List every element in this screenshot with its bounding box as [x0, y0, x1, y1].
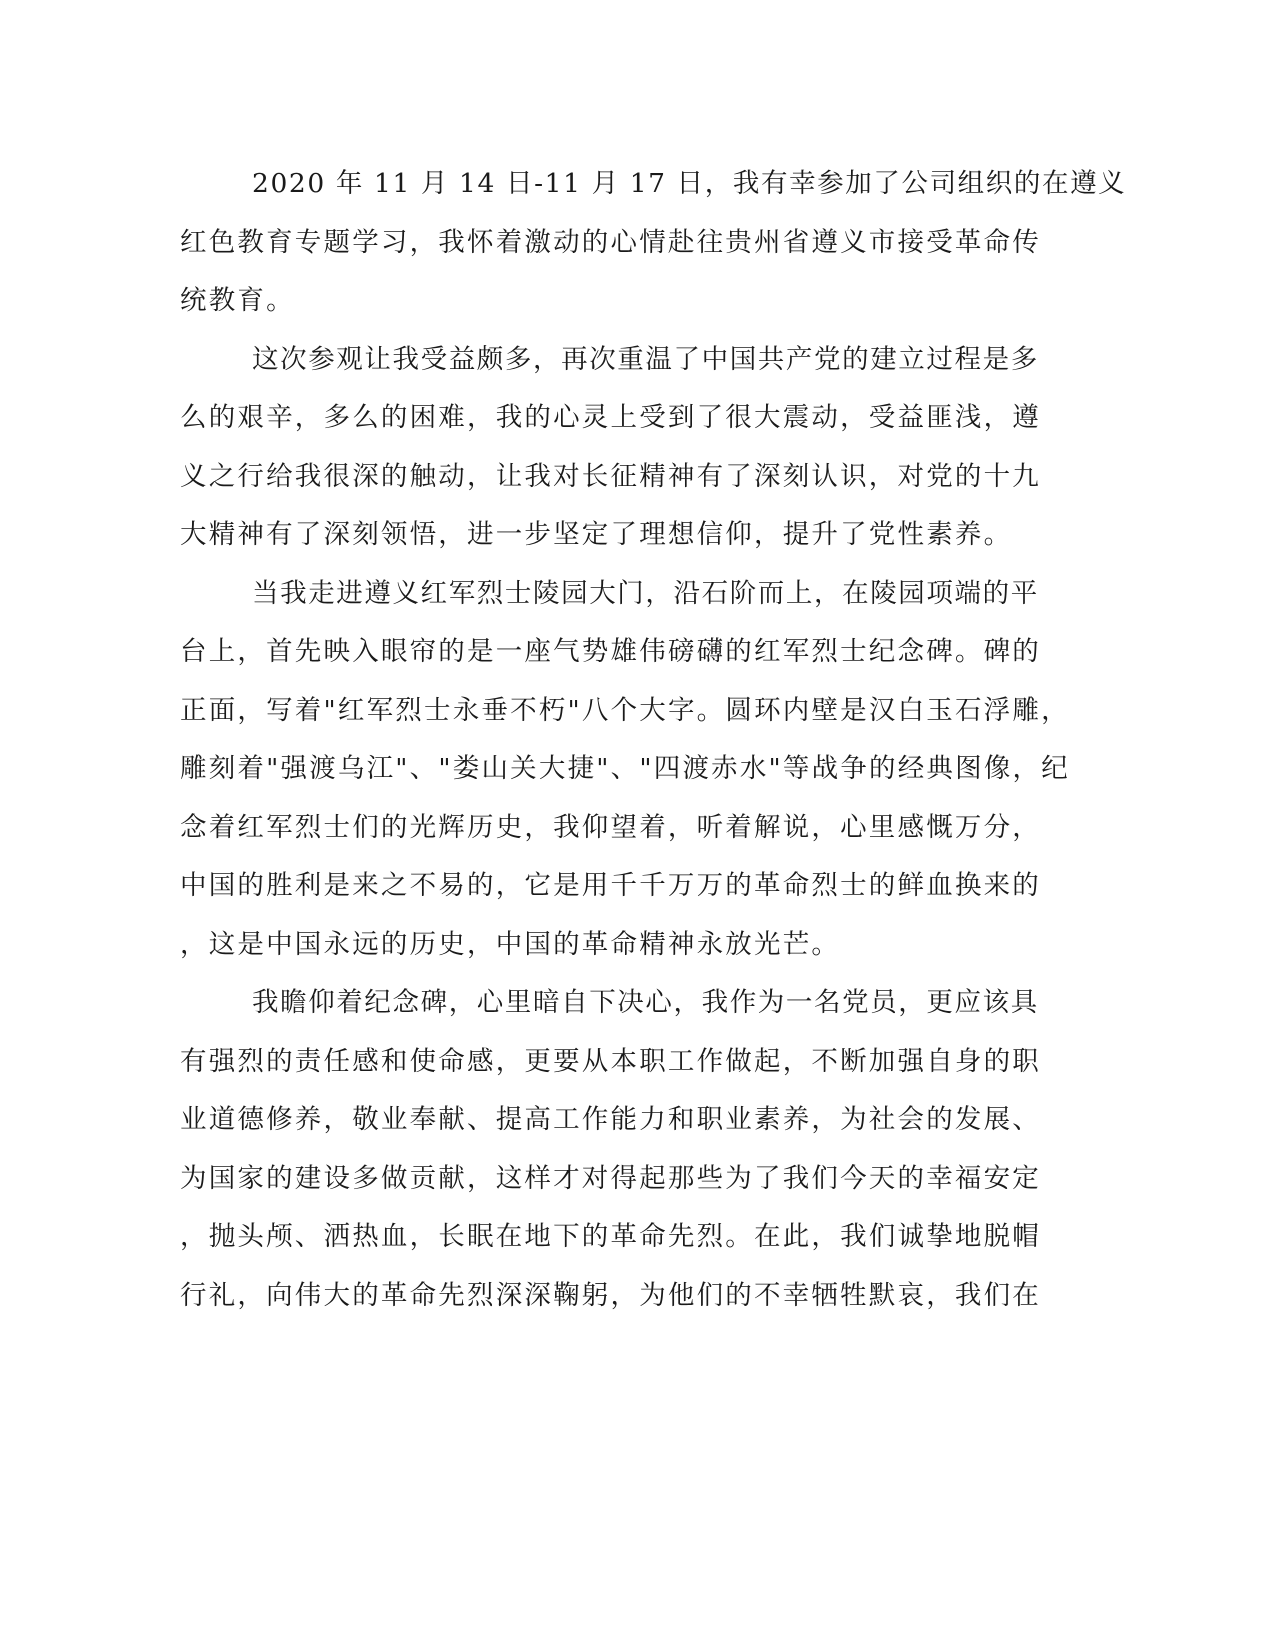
text-line: 有强烈的责任感和使命感，更要从本职工作做起，不断加强自身的职: [180, 1045, 1041, 1077]
paragraph-1: [180, 155, 1127, 331]
text-line: 我瞻仰着纪念碑，心里暗自下决心，我作为一名党员，更应该具: [252, 987, 1039, 1018]
text-line: 为国家的建设多做贡献，这样才对得起那些为了我们今天的幸福安定: [180, 1162, 1041, 1194]
text-line: 中国的胜利是来之不易的，它是用千千万万的革命烈士的鲜血换来的: [180, 870, 1041, 901]
text-line: 这次参观让我受益颇多，再次重温了中国共产党的建立过程是多: [252, 343, 1039, 375]
paragraph-2: [180, 331, 1041, 565]
text-line: ，这是中国永远的历史，中国的革命精神永放光芒。: [180, 928, 841, 960]
text-line: 台上，首先映入眼帘的是一座气势雄伟磅礴的红军烈士纪念碑。碑的: [180, 636, 1041, 667]
text-line: 统教育。: [180, 285, 295, 316]
text-line: 念着红军烈士们的光辉历史，我仰望着，听着解说，心里感慨万分，: [180, 811, 1041, 843]
text-line: 雕刻着"强渡乌江"、"娄山关大捷"、"四渡赤水"等战争的经典图像，纪: [180, 753, 1070, 784]
text-line: ，抛头颅、洒热血，长眠在地下的革命先烈。在此，我们诚挚地脱帽: [180, 1221, 1041, 1252]
text-line: 义之行给我很深的触动，让我对长征精神有了深刻认识，对党的十九: [180, 460, 1041, 492]
text-line: 当我走进遵义红军烈士陵园大门，沿石阶而上，在陵园项端的平: [252, 577, 1039, 609]
text-line: 大精神有了深刻领悟，进一步坚定了理想信仰，提升了党性素养。: [180, 519, 1013, 550]
text-line: 行礼，向伟大的革命先烈深深鞠躬，为他们的不幸牺牲默哀，我们在: [180, 1279, 1041, 1311]
paragraph-3: [180, 565, 1070, 975]
text-line: 正面，写着"红军烈士永垂不朽"八个大字。圆环内壁是汉白玉石浮雕，: [180, 694, 1070, 726]
text-line: 红色教育专题学习，我怀着激动的心情赴往贵州省遵义市接受革命传: [180, 226, 1041, 258]
paragraph-4: [180, 974, 1041, 1325]
text-line: 业道德修养，敬业奉献、提高工作能力和职业素养，为社会的发展、: [180, 1104, 1041, 1135]
document-body: [180, 155, 1127, 1325]
text-line: 2020 年 11 月 14 日-11 月 17 日，我有幸参加了公司组织的在遵义: [252, 168, 1127, 199]
text-line: 么的艰辛，多么的困难，我的心灵上受到了很大震动，受益匪浅，遵: [180, 402, 1041, 433]
